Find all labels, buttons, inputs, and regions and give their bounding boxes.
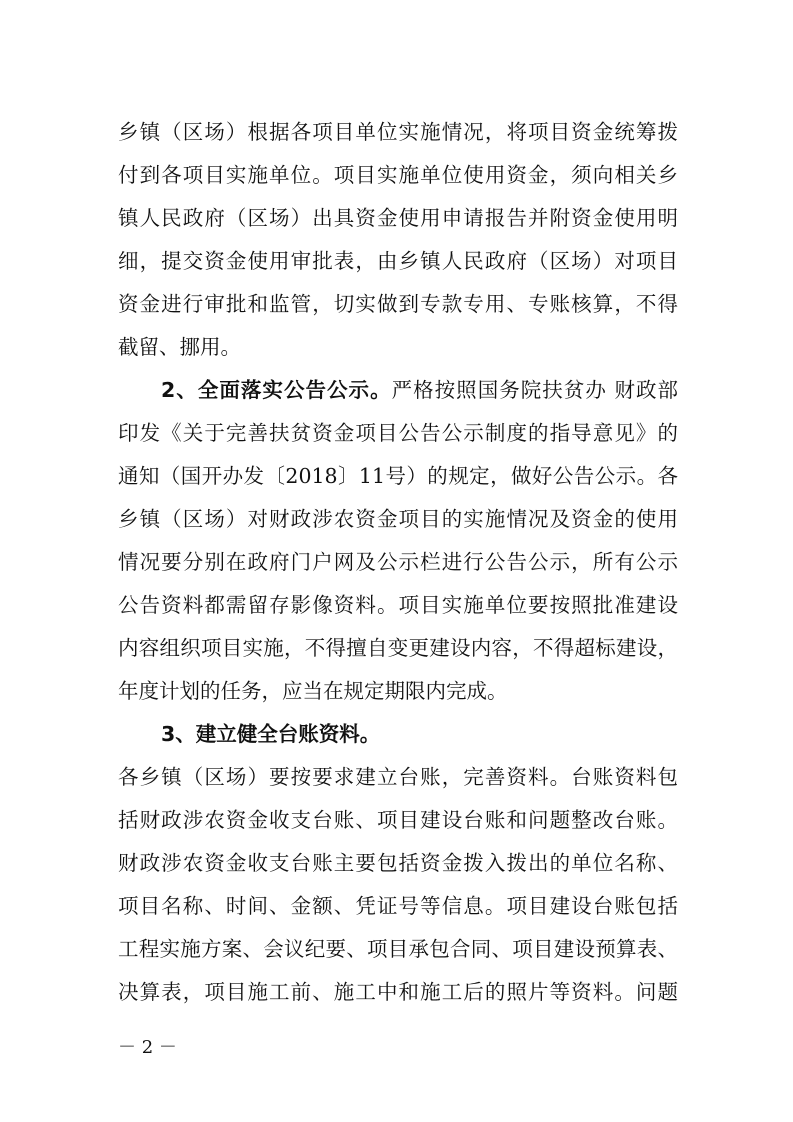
section-2-first-line [161, 370, 678, 410]
paragraph-1-line-6: 截留、挪用。 [118, 335, 241, 359]
section-2-first-line-text: 严格按照国务院扶贫办 财政部 [391, 378, 678, 402]
section-2-line-6: 公告资料都需留存影像资料。项目实施单位要按照批准建设 [118, 593, 678, 617]
section-2-line-7: 内容组织项目实施，不得擅自变更建设内容，不得超标建设， [118, 636, 678, 660]
paragraph-1-line-5: 资金进行审批和监管，切实做到专款专用、专账核算，不得 [118, 292, 678, 316]
section-2-line-4: 乡镇（区场）对财政涉农资金项目的实施情况及资金的使用 [118, 507, 678, 531]
page-number: － 2 － [118, 1037, 177, 1058]
section-3-line-2: 括财政涉农资金收支台账、项目建设台账和问题整改台账。 [118, 808, 678, 832]
section-3-line-6: 决算表，项目施工前、施工中和施工后的照片等资料。问题 [118, 980, 678, 1004]
section-3-line-3: 财政涉农资金收支台账主要包括资金拨入拨出的单位名称、 [118, 851, 678, 875]
paragraph-1-line-3: 镇人民政府（区场）出具资金使用申请报告并附资金使用明 [118, 206, 678, 230]
section-2-line-5: 情况要分别在政府门户网及公示栏进行公告公示，所有公示 [118, 550, 678, 574]
section-3-line-4: 项目名称、时间、金额、凭证号等信息。项目建设台账包括 [118, 894, 678, 918]
section-3-heading: 3、建立健全台账资料。 [161, 722, 381, 746]
paragraph-1-line-1: 乡镇（区场）根据各项目单位实施情况，将项目资金统筹拨 [118, 120, 678, 144]
section-3-line-5: 工程实施方案、会议纪要、项目承包合同、项目建设预算表、 [118, 937, 678, 961]
section-2-heading: 2、全面落实公告公示。 [161, 378, 392, 402]
section-2-line-3: 通知（国开办发〔2018〕11号）的规定，做好公告公示。各 [118, 464, 678, 488]
section-2-line-8: 年度计划的任务，应当在规定期限内完成。 [118, 679, 508, 703]
section-3-line-1: 各乡镇（区场）要按要求建立台账，完善资料。台账资料包 [118, 765, 678, 789]
section-2-line-2: 印发《关于完善扶贫资金项目公告公示制度的指导意见》的 [118, 421, 678, 445]
paragraph-1-line-2: 付到各项目实施单位。项目实施单位使用资金，须向相关乡 [118, 163, 678, 187]
paragraph-1-line-4: 细，提交资金使用审批表，由乡镇人民政府（区场）对项目 [118, 249, 678, 273]
